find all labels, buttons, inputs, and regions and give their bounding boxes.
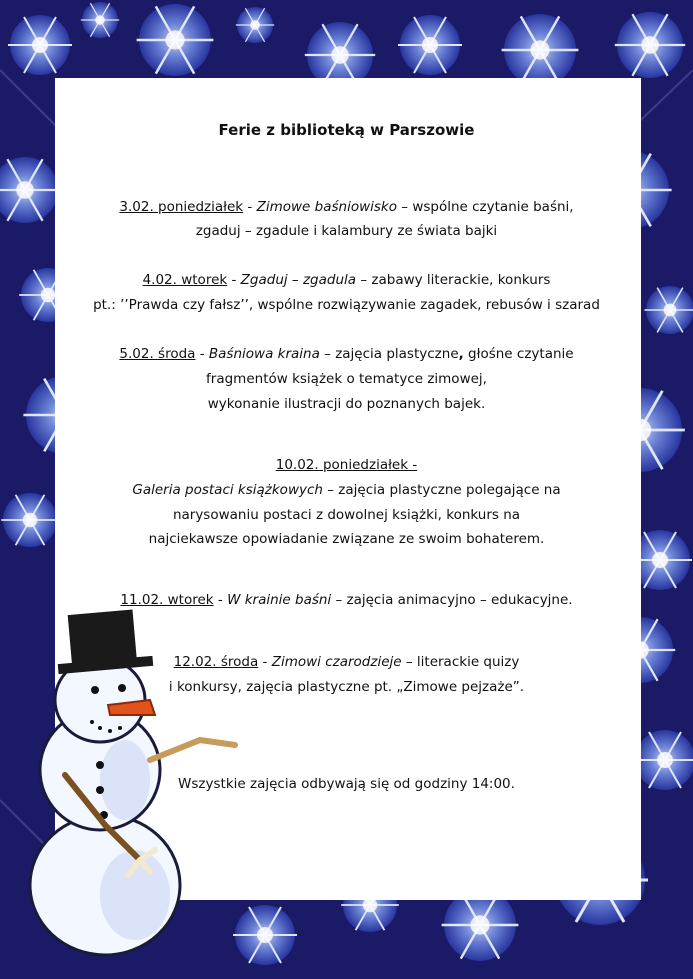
event-date: 4.02. wtorek: [142, 272, 228, 288]
event-name: Zgaduj – zgadula: [240, 272, 357, 288]
event-sep: -: [243, 199, 257, 215]
event-desc: – zajęcia animacyjno – edukacyjne.: [331, 592, 573, 608]
event-desc-line: zgaduj – zgadule i kalambury ze świata bajki: [195, 223, 498, 239]
event-name: W krainie baśni: [227, 592, 332, 608]
event-desc: – wspólne czytanie baśni,: [397, 199, 574, 215]
event-line: [0, 345, 693, 363]
event-sep: -: [258, 654, 272, 670]
event-line: [0, 481, 693, 499]
event-line: [0, 653, 693, 671]
event-sep: -: [195, 346, 209, 362]
event-name: Zimowi czarodzieje: [271, 654, 402, 670]
event-date: 3.02. poniedziałek: [119, 199, 244, 215]
page-title: Ferie z biblioteką w Parszowie: [218, 121, 475, 139]
event-desc-line: narysowaniu postaci z dowolnej książki, konkurs na: [172, 507, 521, 523]
event-name: Baśniowa kraina: [208, 346, 320, 362]
event-comma: ,: [458, 346, 464, 362]
event-desc: – zajęcia plastyczne: [319, 346, 459, 362]
event-desc-line: pt.: ’’Prawda czy fałsz’’, wspólne rozwiązywanie zagadek, rebusów i szarad: [93, 297, 600, 313]
event-desc-line: fragmentów książek o tematyce zimowej,: [206, 371, 487, 387]
event-date: 5.02. środa: [119, 346, 196, 362]
event-name: Galeria postaci książkowych: [132, 482, 323, 498]
event-line: [0, 271, 693, 289]
event-line: [0, 198, 693, 216]
event-desc-line: i konkursy, zajęcia plastyczne pt. „Zimowe pejzaże”.: [168, 679, 525, 695]
event-name: Zimowe baśniowisko: [256, 199, 397, 215]
event-line: [0, 456, 693, 474]
event-sep: -: [227, 272, 241, 288]
event-desc: – zajęcia plastyczne polegające na: [322, 482, 561, 498]
event-sep: -: [213, 592, 228, 608]
event-desc: – zabawy literackie, konkurs: [356, 272, 551, 288]
event-desc-line: wykonanie ilustracji do poznanych bajek.: [207, 396, 486, 412]
event-date: 10.02. poniedziałek -: [275, 457, 418, 473]
event-line: [0, 591, 693, 609]
event-desc: – literackie quizy: [401, 654, 520, 670]
event-date: 11.02. wtorek: [120, 592, 214, 608]
event-desc-line: najciekawsze opowiadanie związane ze swoim bohaterem.: [148, 531, 545, 547]
event-desc: głośne czytanie: [463, 346, 574, 362]
event-date: 12.02. środa: [173, 654, 259, 670]
footer-note: Wszystkie zajęcia odbywają się od godziny 14:00.: [178, 776, 515, 792]
